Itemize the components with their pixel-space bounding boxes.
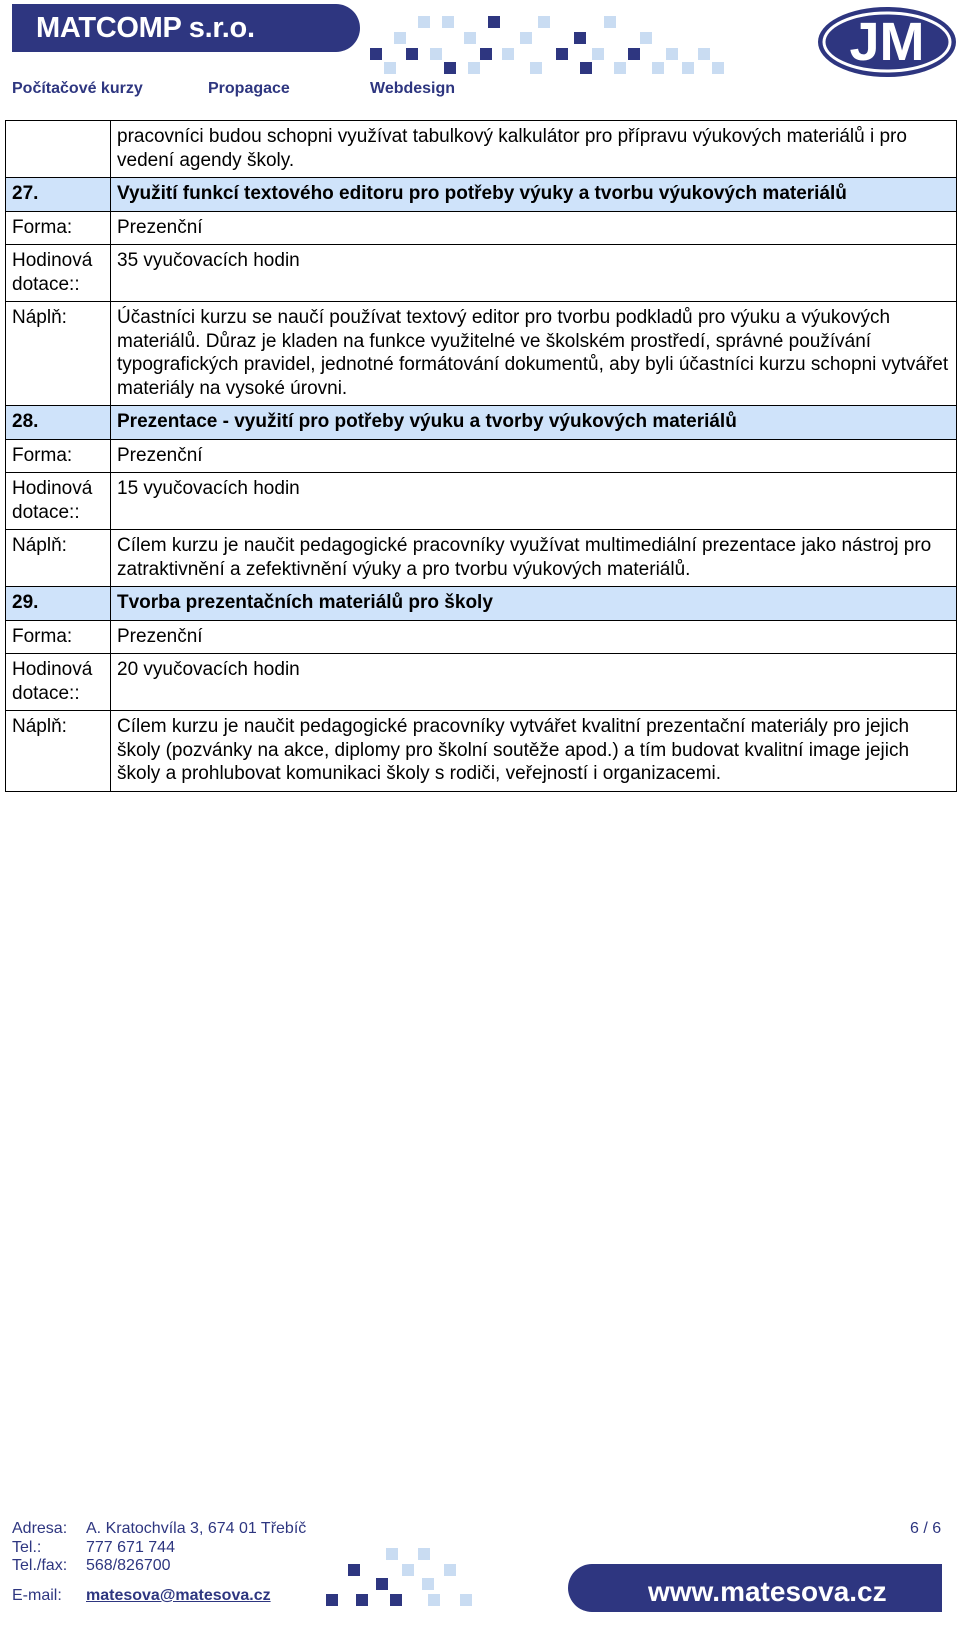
course-header-row xyxy=(6,178,957,212)
forma-label: Forma: xyxy=(6,439,111,473)
tel-value: 777 671 744 xyxy=(86,1539,175,1556)
napln-label: Náplň: xyxy=(6,530,111,587)
header-square-pattern xyxy=(370,10,730,74)
table-row xyxy=(6,439,957,473)
dotace-label: Hodinová dotace:: xyxy=(6,654,111,711)
nav-item-propagace[interactable]: Propagace xyxy=(208,80,290,97)
tel-label: Tel.: xyxy=(12,1539,42,1556)
fax-label: Tel./fax: xyxy=(12,1557,68,1574)
dotace-label: Hodinová dotace:: xyxy=(6,473,111,530)
napln-value: Cílem kurzu je naučit pedagogické pracovníky vytvářet kvalitní prezentační materiály pro jejich školy (pozvánky na akce, diplomy pro školní soutěže apod.) a tím budovat kvalitní image jejich školy a prohlubovat komunikaci školy s rodiči, veřejností i organizacemi. xyxy=(111,711,957,792)
jm-logo xyxy=(816,4,958,80)
header-banner xyxy=(12,4,360,52)
napln-value: Cílem kurzu je naučit pedagogické pracovníky využívat multimediální prezentace jako nástroj pro zatraktivnění a zefektivnění výuky a pro tvorbu výukových materiálů. xyxy=(111,530,957,587)
course-number: 27. xyxy=(6,178,111,212)
table-row xyxy=(6,530,957,587)
empty-cell xyxy=(6,121,111,178)
email-label: E-mail: xyxy=(12,1587,62,1604)
dotace-value: 35 vyučovacích hodin xyxy=(111,245,957,302)
footer-square-pattern xyxy=(326,1548,476,1610)
course-number: 28. xyxy=(6,406,111,440)
table-row xyxy=(6,121,957,178)
page-number: 6 / 6 xyxy=(910,1520,942,1537)
course-header-row xyxy=(6,406,957,440)
nav-item-webdesign[interactable]: Webdesign xyxy=(370,80,456,97)
forma-label: Forma: xyxy=(6,620,111,654)
table-row xyxy=(6,620,957,654)
forma-value: Prezenční xyxy=(111,439,957,473)
napln-label: Náplň: xyxy=(6,711,111,792)
course-header-row xyxy=(6,587,957,621)
forma-value: Prezenční xyxy=(111,620,957,654)
table-row xyxy=(6,245,957,302)
course-number: 29. xyxy=(6,587,111,621)
website-link[interactable]: www.matesova.cz xyxy=(648,1576,887,1607)
table-row xyxy=(6,211,957,245)
course-title: Prezentace - využití pro potřeby výuku a tvorby výukových materiálů xyxy=(111,406,957,440)
address-value: A. Kratochvíla 3, 674 01 Třebíč xyxy=(86,1520,307,1537)
dotace-value: 15 vyučovacích hodin xyxy=(111,473,957,530)
dotace-label: Hodinová dotace:: xyxy=(6,245,111,302)
continuation-text: pracovníci budou schopni využívat tabulkový kalkulátor pro přípravu výukových materiálů i pro vedení agendy školy. xyxy=(111,121,957,178)
napln-value: Účastníci kurzu se naučí používat textový editor pro tvorbu podkladů pro výuku a výukových materiálů. Důraz je kladen na funkce využitelné ve školském prostředí, správné používání typografických pravidel, jednotné formátování dokumentů, aby byli účastníci kurzu schopni vytvářet materiály na vysoké úrovni. xyxy=(111,302,957,406)
fax-value: 568/826700 xyxy=(86,1557,171,1574)
nav-item-pocitacove-kurzy[interactable]: Počítačové kurzy xyxy=(12,80,143,97)
forma-label: Forma: xyxy=(6,211,111,245)
forma-value: Prezenční xyxy=(111,211,957,245)
address-label: Adresa: xyxy=(12,1520,68,1537)
course-title: Využití funkcí textového editoru pro potřeby výuky a tvorbu výukových materiálů xyxy=(111,178,957,212)
course-title: Tvorba prezentačních materiálů pro školy xyxy=(111,587,957,621)
table-row xyxy=(6,711,957,792)
table-row xyxy=(6,654,957,711)
table-row xyxy=(6,473,957,530)
email-link[interactable]: matesova@matesova.cz xyxy=(86,1587,271,1604)
table-row xyxy=(6,302,957,406)
course-table xyxy=(5,120,957,792)
dotace-value: 20 vyučovacích hodin xyxy=(111,654,957,711)
logo-text: JM xyxy=(849,12,925,72)
napln-label: Náplň: xyxy=(6,302,111,406)
company-name: MATCOMP s.r.o. xyxy=(36,12,255,44)
